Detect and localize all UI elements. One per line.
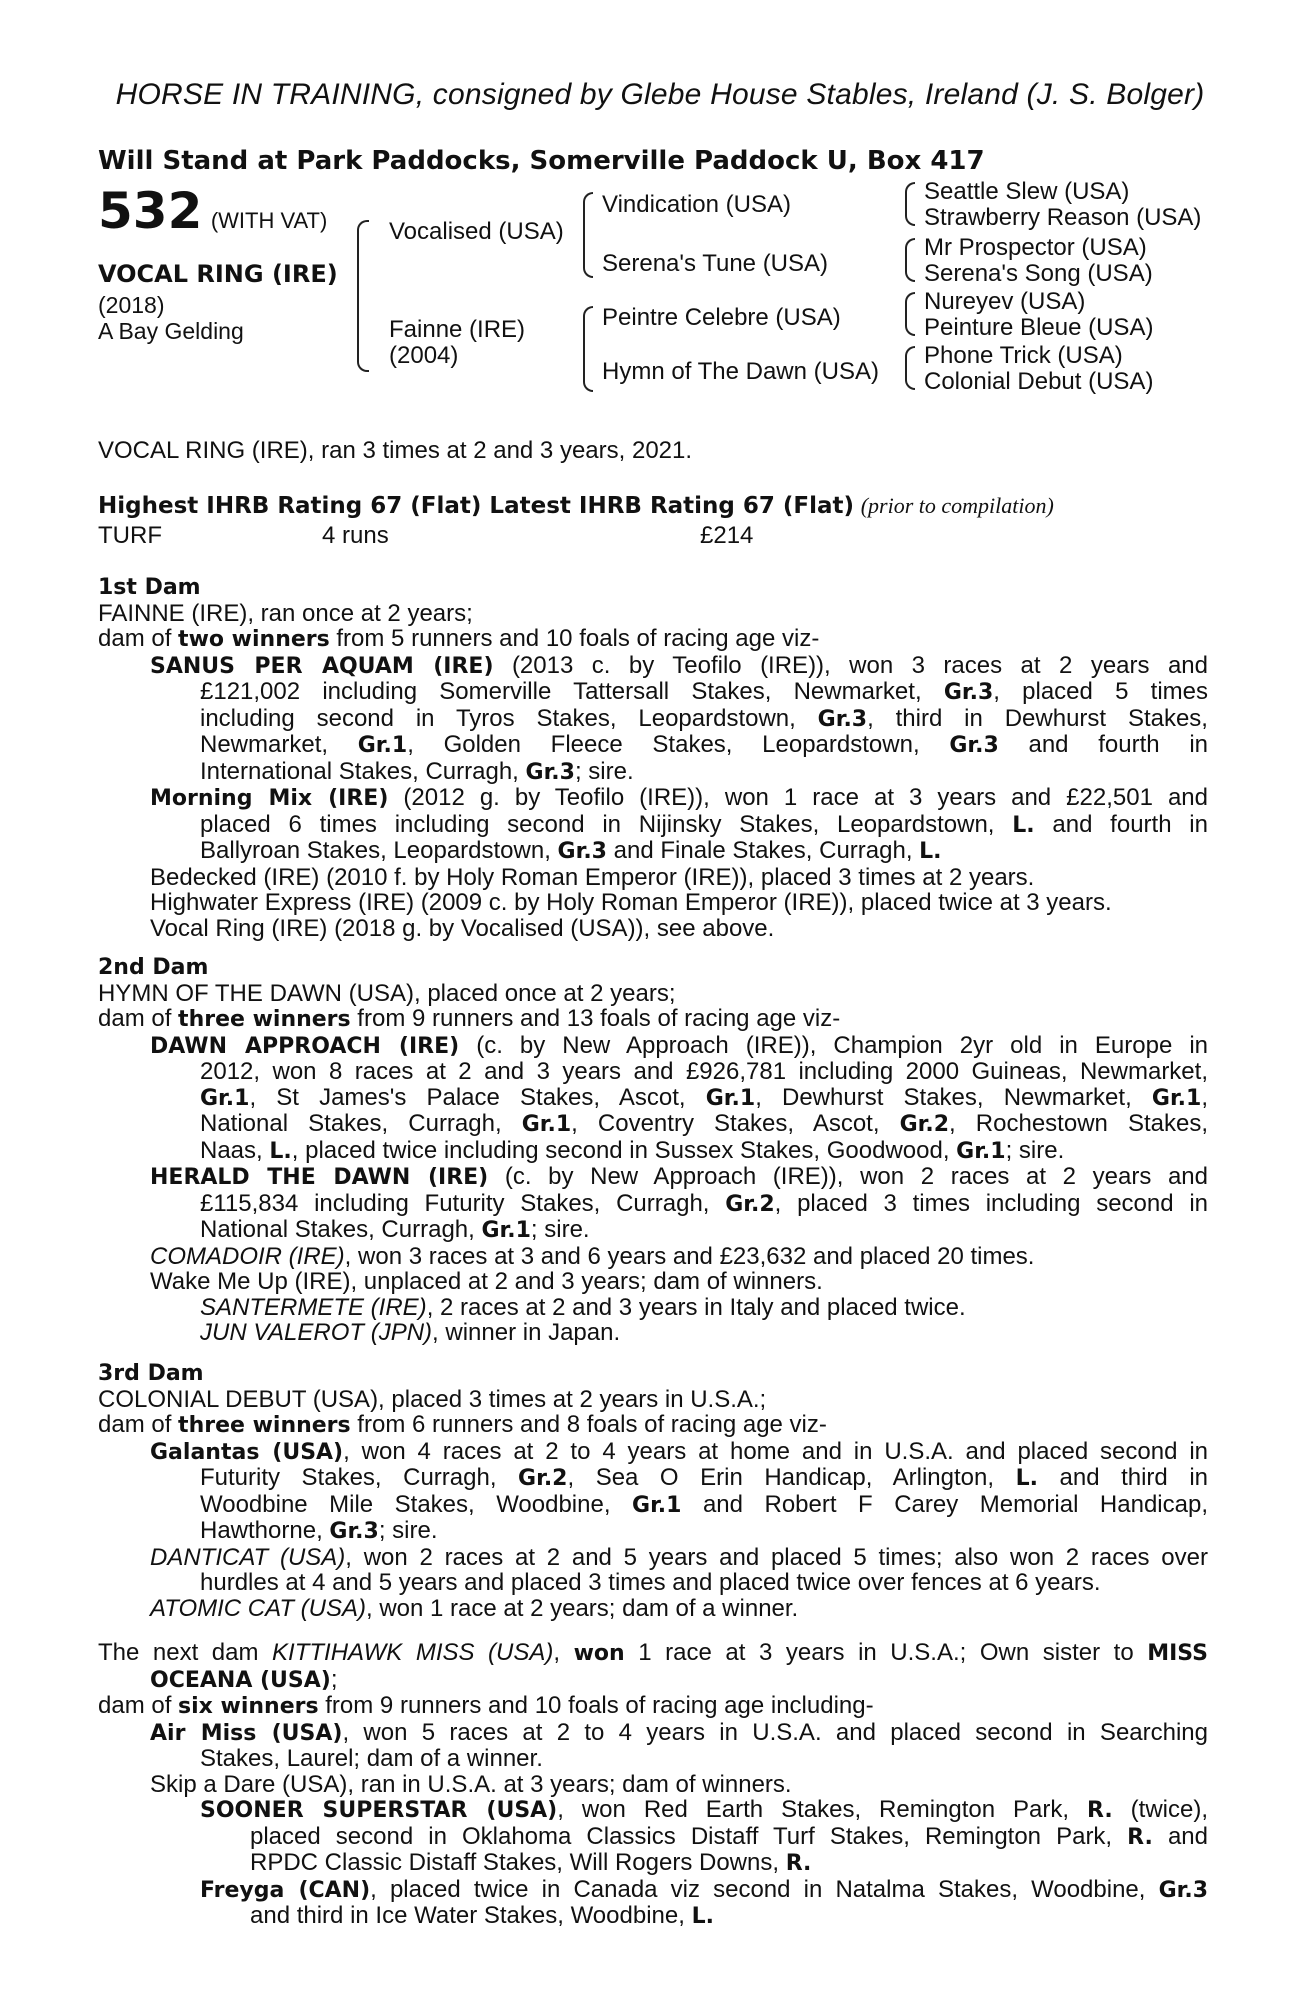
produce-entry: Morning Mix (IRE) (2012 g. by Teofilo (IRE)), won 1 race at 3 years and £22,501 and: [150, 784, 1208, 811]
produce-entry: Galantas (USA), won 4 races at 2 to 4 years at home and in U.S.A. and placed second in: [150, 1437, 1208, 1465]
produce-detail: Ballyroan Stakes, Leopardstown, Gr.3 and Finale Stakes, Curragh, L.: [200, 837, 942, 864]
produce-detail: National Stakes, Curragh, Gr.1; sire.: [200, 1216, 590, 1243]
produce-entry: SOONER SUPERSTAR (USA), won Red Earth Stakes, Remington Park, R. (twice),: [200, 1796, 1208, 1823]
produce-detail: Naas, L., placed twice including second in Sussex Stakes, Goodwood, Gr.1; sire.: [200, 1136, 1065, 1164]
produce-entry: Air Miss (USA), won 5 races at 2 to 4 years in U.S.A. and placed second in Searching: [150, 1718, 1209, 1746]
pedigree-sdd: Serena's Song (USA): [924, 260, 1153, 287]
produce-detail: National Stakes, Curragh, Gr.1, Coventry Stakes, Ascot, Gr.2, Rochestown Stakes,: [200, 1110, 1208, 1137]
produce-detail: Newmarket, Gr.1, Golden Fleece Stakes, Leopardstown, Gr.3 and fourth in: [200, 731, 1208, 758]
produce-detail: 2012, won 8 races at 2 and 3 years and £926,781 including 2000 Guineas, Newmarket,: [200, 1058, 1208, 1085]
pedigree-brace-dam: [583, 306, 593, 392]
pedigree-brace-dd: [905, 346, 915, 390]
produce-detail: International Stakes, Curragh, Gr.3; sire.: [200, 757, 634, 785]
rating-note: (prior to compilation): [860, 493, 1054, 518]
pedigree-brace-sd: [905, 238, 915, 282]
dam-line: FAINNE (IRE), ran once at 2 years;: [98, 599, 473, 627]
dam-line: HYMN OF THE DAWN (USA), placed once at 2 years;: [98, 979, 676, 1007]
pedigree-ddd: Colonial Debut (USA): [924, 368, 1154, 395]
turf-runs: 4 runs: [322, 522, 389, 549]
produce-detail: RPDC Classic Distaff Stakes, Will Rogers Downs, R.: [250, 1849, 812, 1876]
pedigree-dam-sire: Peintre Celebre (USA): [602, 304, 841, 331]
lot-vat-note: (WITH VAT): [210, 208, 328, 233]
section-heading: 1st Dam: [98, 575, 201, 600]
second-dam-section: [98, 955, 1208, 1346]
rating-text: Highest IHRB Rating 67 (Flat) Latest IHRB Rating 67 (Flat): [98, 493, 855, 519]
rating-line: [98, 492, 1054, 520]
pedigree-sds: Mr Prospector (USA): [924, 234, 1147, 261]
produce-entry: Highwater Express (IRE) (2009 c. by Holy Roman Emperor (IRE)), placed twice at 3 years.: [150, 889, 1112, 916]
produce-detail: and third in Ice Water Stakes, Woodbine, L.: [250, 1902, 714, 1929]
dam-line: COLONIAL DEBUT (USA), placed 3 times at 2 years in U.S.A.;: [98, 1385, 767, 1413]
pedigree-dam-dam: Hymn of The Dawn (USA): [602, 358, 879, 385]
third-dam-section: [98, 1361, 1208, 1621]
race-record: VOCAL RING (IRE), ran 3 times at 2 and 3 years, 2021.: [98, 437, 693, 464]
dam-summary: dam of six winners from 9 runners and 10 foals of racing age including-: [98, 1692, 874, 1719]
produce-detail: SANTERMETE (IRE), 2 races at 2 and 3 years in Italy and placed twice.: [200, 1293, 966, 1321]
dam-line: The next dam KITTIHAWK MISS (USA), won 1 race at 3 years in U.S.A.; Own sister to MISS: [98, 1639, 1208, 1666]
lot-number-block: [98, 182, 327, 240]
produce-entry: HERALD THE DAWN (IRE) (c. by New Approach (IRE)), won 2 races at 2 years and: [150, 1163, 1208, 1190]
produce-entry: DANTICAT (USA), won 2 races at 2 and 5 years and placed 5 times; also won 2 races over: [150, 1543, 1208, 1571]
pedigree-ssd: Strawberry Reason (USA): [924, 204, 1202, 231]
produce-detail: Stakes, Laurel; dam of a winner.: [200, 1745, 543, 1772]
pedigree-dds: Phone Trick (USA): [924, 342, 1123, 369]
pedigree-dam-year: (2004): [389, 342, 459, 369]
produce-entry: Freyga (CAN), placed twice in Canada viz second in Natalma Stakes, Woodbine, Gr.3: [200, 1875, 1209, 1903]
produce-detail: Gr.1, St James's Palace Stakes, Ascot, Gr.1, Dewhurst Stakes, Newmarket, Gr.1,: [200, 1083, 1208, 1111]
pedigree-sire: Vocalised (USA): [389, 218, 564, 245]
produce-detail: Hawthorne, Gr.3; sire.: [200, 1517, 438, 1544]
dam-summary: dam of three winners from 6 runners and 8 foals of racing age viz-: [98, 1411, 827, 1438]
produce-detail: JUN VALEROT (JPN), winner in Japan.: [200, 1319, 621, 1346]
turf-label: TURF: [98, 522, 162, 549]
produce-entry: DAWN APPROACH (IRE) (c. by New Approach (IRE)), Champion 2yr old in Europe in: [150, 1031, 1208, 1059]
pedigree-sss: Seattle Slew (USA): [924, 178, 1130, 205]
pedigree-brace-ds: [905, 292, 915, 336]
pedigree-sire-dam: Serena's Tune (USA): [602, 250, 829, 277]
pedigree-brace-sire: [583, 192, 593, 278]
produce-entry: COMADOIR (IRE), won 3 races at 3 and 6 years and £23,632 and placed 20 times.: [150, 1242, 1035, 1270]
produce-detail: Futurity Stakes, Curragh, Gr.2, Sea O Erin Handicap, Arlington, L. and third in: [200, 1464, 1208, 1491]
produce-entry: Wake Me Up (IRE), unplaced at 2 and 3 years; dam of winners.: [150, 1268, 823, 1295]
produce-detail: £115,834 including Futurity Stakes, Curragh, Gr.2, placed 3 times including second in: [200, 1189, 1209, 1217]
horse-name: VOCAL RING (IRE): [98, 260, 338, 288]
pedigree-dss: Nureyev (USA): [924, 288, 1086, 315]
produce-entry: ATOMIC CAT (USA), won 1 race at 2 years; dam of a winner.: [150, 1594, 799, 1622]
pedigree-dam: Fainne (IRE): [389, 316, 526, 343]
produce-detail: £121,002 including Somerville Tattersall Stakes, Newmarket, Gr.3, placed 5 times: [200, 678, 1208, 705]
pedigree-brace-ss: [905, 182, 915, 226]
dam-summary: dam of two winners from 5 runners and 10 foals of racing age viz-: [98, 625, 820, 652]
dam-summary: dam of three winners from 9 runners and 13 foals of racing age viz-: [98, 1005, 841, 1032]
produce-detail: placed second in Oklahoma Classics Distaff Turf Stakes, Remington Park, R. and: [250, 1822, 1208, 1850]
produce-entry: Vocal Ring (IRE) (2018 g. by Vocalised (USA)), see above.: [150, 914, 775, 942]
lot-number: 532: [98, 182, 203, 240]
dam-line-cont: OCEANA (USA);: [150, 1665, 338, 1693]
turf-earnings: £214: [700, 522, 754, 549]
section-heading: 2nd Dam: [98, 955, 209, 980]
pedigree-brace-main: [357, 220, 369, 372]
section-heading: 3rd Dam: [98, 1361, 204, 1386]
first-dam-section: [98, 575, 1208, 941]
page-header: HORSE IN TRAINING, consigned by Glebe House Stables, Ireland (J. S. Bolger): [115, 78, 1205, 111]
pedigree-dsd: Peinture Bleue (USA): [924, 314, 1154, 341]
produce-detail: hurdles at 4 and 5 years and placed 3 times and placed twice over fences at 6 years.: [200, 1569, 1101, 1596]
stand-location: Will Stand at Park Paddocks, Somerville Paddock U, Box 417: [98, 146, 985, 176]
produce-detail: placed 6 times including second in Nijinsky Stakes, Leopardstown, L. and fourth in: [200, 810, 1208, 838]
horse-description: A Bay Gelding: [98, 318, 244, 344]
produce-entry: Bedecked (IRE) (2010 f. by Holy Roman Emperor (IRE)), placed 3 times at 2 years.: [150, 863, 1035, 891]
produce-entry: Skip a Dare (USA), ran in U.S.A. at 3 years; dam of winners.: [150, 1770, 792, 1798]
produce-entry: SANUS PER AQUAM (IRE) (2013 c. by Teofilo (IRE)), won 3 races at 2 years and: [150, 651, 1208, 679]
horse-year: (2018): [98, 292, 165, 318]
next-dam-section: [98, 1640, 1208, 1930]
produce-detail: Woodbine Mile Stakes, Woodbine, Gr.1 and Robert F Carey Memorial Handicap,: [200, 1490, 1208, 1518]
produce-detail: including second in Tyros Stakes, Leopardstown, Gr.3, third in Dewhurst Stakes,: [200, 704, 1208, 732]
pedigree-sire-sire: Vindication (USA): [602, 191, 791, 218]
